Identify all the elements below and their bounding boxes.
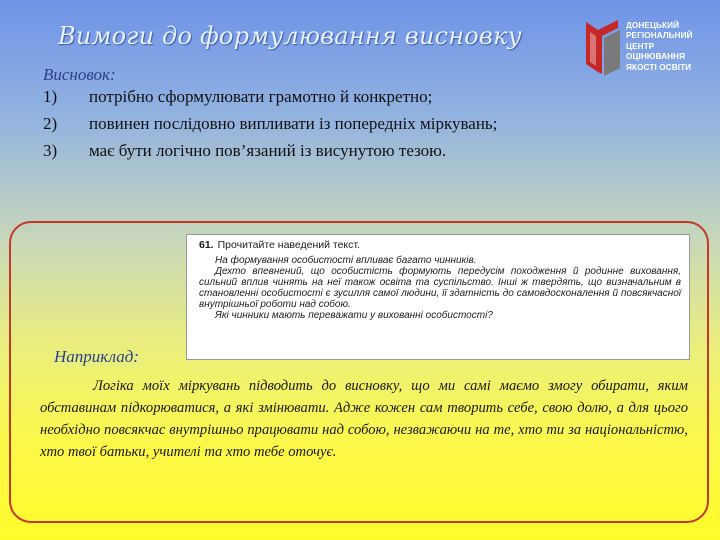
list-item-number: 3): [43, 141, 58, 160]
logo-mark-icon: [578, 18, 626, 78]
list-item-number: 2): [43, 114, 58, 133]
example-text: Логіка моїх міркувань підводить до висновку, що ми самі маємо змогу обирати, яким обставинам підкорюватися, а які змінювати. Адже кожен сам творить себе, свою долю, а для цього необхідно повсякчас внутрішньо працювати над собою, незважаючи на те, хто ти за національністю, хто твої батьки, учителі та хто тебе оточує.: [40, 378, 688, 460]
list-item-text: має бути логічно пов’язаний із висунутою тезою.: [89, 141, 447, 160]
excerpt-paragraph: Які чинники мають переважати у вихованні особистості?: [215, 310, 493, 322]
excerpt-header: [199, 239, 681, 252]
logo-line: РЕГІОНАЛЬНИЙ: [626, 31, 693, 41]
task-excerpt: [186, 234, 690, 360]
slide-title: Вимоги до формулювання висновку: [58, 22, 522, 50]
task-number: 61.: [199, 239, 214, 251]
excerpt-paragraph: На формування особистості впливає багато чинників.: [215, 255, 477, 266]
example-label: Наприклад:: [54, 347, 139, 366]
logo-line: ЯКОСТІ ОСВІТИ: [626, 62, 692, 72]
logo: [578, 16, 708, 78]
logo-line: ЦЕНТР ОЦІНЮВАННЯ: [626, 41, 686, 62]
logo-text: [626, 21, 710, 73]
list-item-text: повинен послідовно випливати із попередніх міркувань;: [89, 114, 498, 133]
excerpt-body: [199, 255, 681, 322]
excerpt-paragraph: Дехто впевнений, що особистість формують передусім походження й родинне виховання, сильний вплив чинять на неї також освіта та суспільство. Інші ж твердять, що визначальним в становленні особистості є зусилля самої людини, її здатність до самовдосконалення й повсякчасної внутрішньої роботи над собою.: [199, 266, 681, 311]
conclusion-label: Висновок:: [43, 65, 116, 84]
logo-line: ДОНЕЦЬКИЙ: [626, 21, 680, 30]
list-item-text: потрібно сформулювати грамотно й конкретно;: [89, 87, 433, 106]
task-instruction: Прочитайте наведений текст.: [217, 239, 360, 251]
list-item-number: 1): [43, 87, 58, 106]
